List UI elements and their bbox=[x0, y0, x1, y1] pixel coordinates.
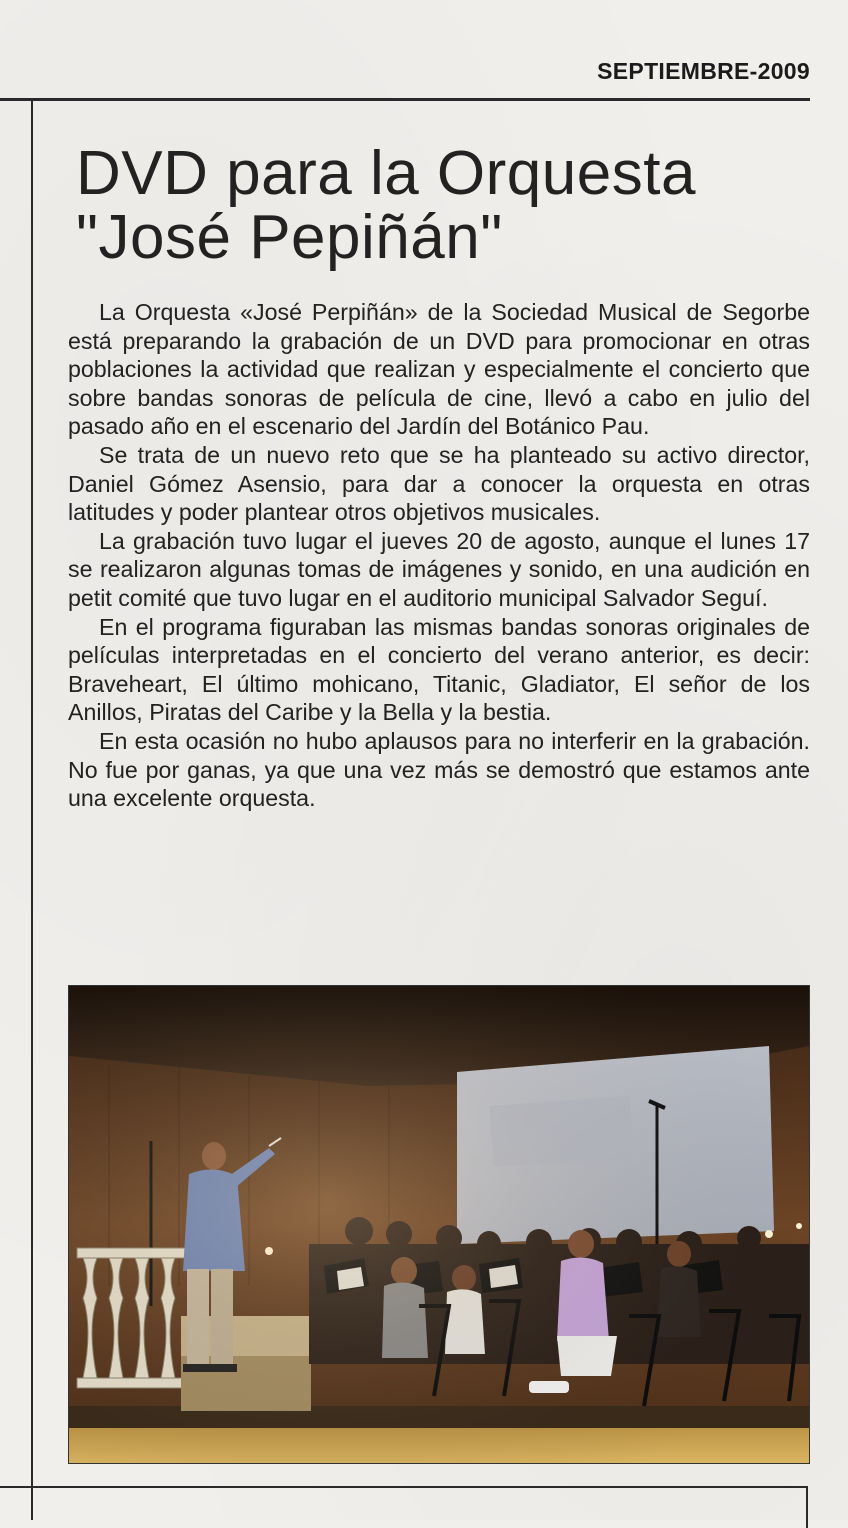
column-rule bbox=[31, 101, 33, 1520]
next-article-frame bbox=[0, 1486, 808, 1528]
article-body bbox=[68, 298, 810, 813]
orchestra-photo bbox=[68, 985, 810, 1464]
paragraph-4: En el programa figuraban las mismas bandas sonoras originales de películas interpretadas en el concierto del verano anterior, es decir: Braveheart, El último mohicano, Titanic, Gladiator, El señor de los Anillos, Piratas del Caribe y la Bella y la bestia. bbox=[68, 613, 810, 726]
issue-date: SEPTIEMBRE-2009 bbox=[597, 58, 810, 84]
paragraph-2: Se trata de un nuevo reto que se ha planteado su activo director, Daniel Gómez Asensio, para dar a conocer la orquesta en otras latitudes y poder plantear otros objetivos musicales. bbox=[68, 441, 810, 526]
headline-line-2: "José Pepiñán" bbox=[76, 203, 503, 272]
paragraph-1: La Orquesta «José Perpiñán» de la Sociedad Musical de Segorbe está preparando la grabación de un DVD para promocionar en otras poblaciones la actividad que realizan y especialmente el concierto que sobre bandas sonoras de película de cine, llevó a cabo en julio del pasado año en el escenario del Jardín del Botánico Pau. bbox=[68, 299, 810, 440]
header-rule bbox=[0, 98, 810, 101]
paragraph-3: La grabación tuvo lugar el jueves 20 de agosto, aunque el lunes 17 se realizaron algunas tomas de imágenes y sonido, en una audición en petit comité que tuvo lugar en el auditorio municipal Salvador Seguí. bbox=[68, 527, 810, 611]
article-headline bbox=[76, 139, 816, 272]
headline-line-1: DVD para la Orquesta bbox=[76, 139, 696, 208]
orchestra-photo-illustration bbox=[69, 986, 809, 1463]
paragraph-5: En esta ocasión no hubo aplausos para no interferir en la grabación. No fue por ganas, ya que una vez más se demostró que estamos ante una excelente orquesta. bbox=[68, 727, 810, 812]
